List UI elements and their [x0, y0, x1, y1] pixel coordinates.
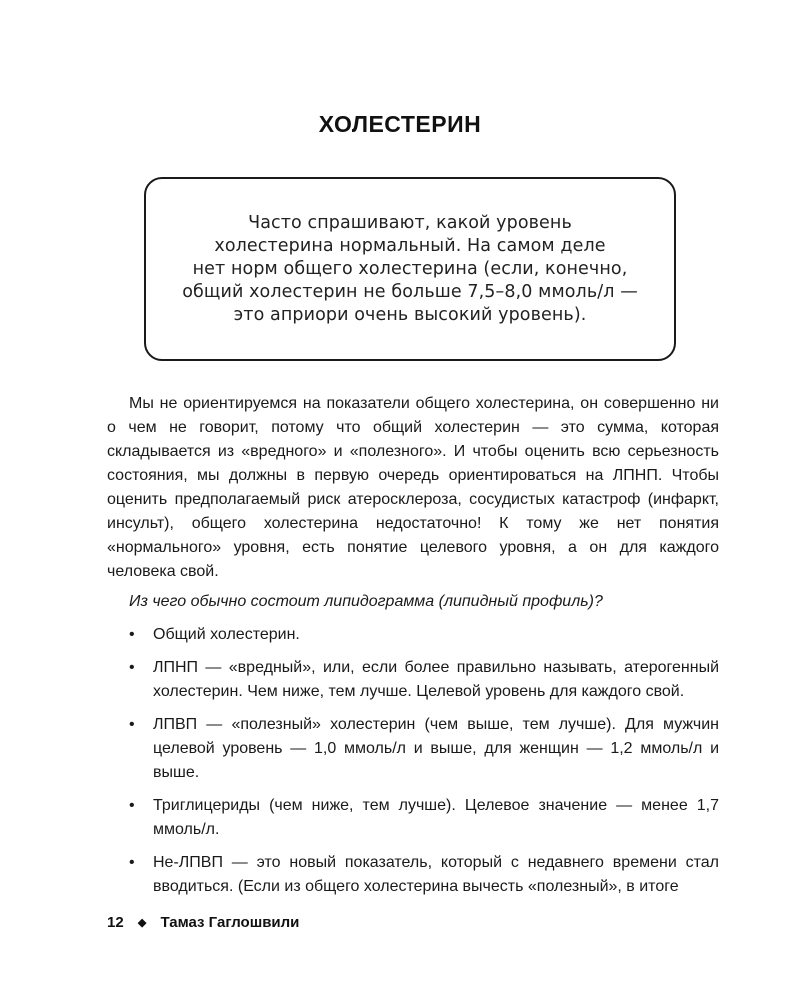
list-item [107, 623, 719, 647]
bullet-icon: • [129, 659, 135, 676]
author-name: Тамаз Гаглошвили [160, 914, 300, 931]
list-item [107, 656, 719, 704]
callout-box [144, 177, 676, 361]
lipid-profile-list [107, 623, 719, 899]
bullet-icon: • [129, 626, 135, 643]
question-heading: Из чего обычно состоит липидограмма (липидный профиль)? [129, 593, 603, 610]
diamond-icon: ◆ [137, 917, 147, 929]
callout-line: холестерина нормальный. На самом деле [214, 235, 606, 256]
list-item [107, 851, 719, 899]
intro-paragraph: Мы не ориентируемся на показатели общего холестерина, он совершенно ни о чем не говорит, потому что общий холестерин — это сумма, которая складывается из «вредного» и «полезного». И чтобы оценить всю серьезность состояния, мы должны в первую очередь ориентироваться на ЛПНП. Чтобы оценить предполагаемый риск атеросклероза, сосудистых катастроф (инфаркт, инсульт), общего холестерина недостаточно! К тому же нет понятия «нормального» уровня, есть понятие целевого уровня, а он для каждого человека свой. [107, 395, 719, 580]
list-item [107, 713, 719, 785]
list-item-text: ЛПВП — «полезный» холестерин (чем выше, тем лучше). Для мужчин целевой уровень — 1,0 ммоль/л и выше, для женщин — 1,2 ммоль/л и выше. [153, 716, 719, 781]
list-item [107, 794, 719, 842]
bullet-icon: • [129, 797, 135, 814]
list-item-text: Не-ЛПВП — это новый показатель, который с недавнего времени стал вводиться. (Если из общего холестерина вычесть «полезный», в итоге [153, 854, 719, 895]
callout-text [165, 212, 655, 327]
list-item-text: ЛПНП — «вредный», или, если более правильно называть, атерогенный холестерин. Чем ниже, тем лучше. Целевой уровень для каждого свой. [153, 659, 719, 700]
bullet-icon: • [129, 716, 135, 733]
body-text [107, 392, 719, 899]
page-footer [107, 914, 299, 931]
bullet-icon: • [129, 854, 135, 871]
callout-line: нет норм общего холестерина (если, конечно, [192, 258, 628, 279]
callout-line: Часто спрашивают, какой уровень [248, 212, 572, 233]
page-title: ХОЛЕСТЕРИН [318, 111, 482, 138]
list-item-text: Триглицериды (чем ниже, тем лучше). Целевое значение — менее 1,7 ммоль/л. [153, 797, 719, 838]
callout-line: общий холестерин не больше 7,5–8,0 ммоль/л — [182, 281, 638, 302]
callout-line: это априори очень высокий уровень). [233, 304, 587, 325]
list-item-text: Общий холестерин. [153, 626, 300, 643]
page-number: 12 [107, 914, 124, 931]
